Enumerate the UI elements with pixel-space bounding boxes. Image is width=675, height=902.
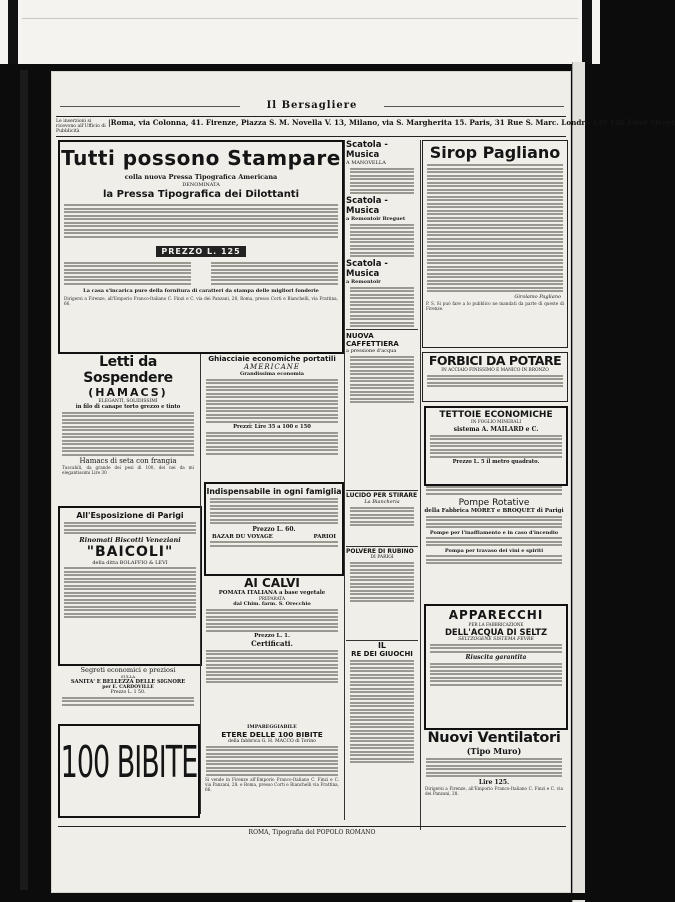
ad-etere-pre: IMPAREGGIABILE	[247, 724, 297, 730]
ad-ghiacciaie	[202, 354, 342, 478]
page-edge-left	[20, 70, 28, 890]
ad-pompe	[422, 498, 566, 602]
ad-ventilatori-footer: Dirigersi a Firenze, all'Emporio Franco-Italiano C. Finzi e C. via dei Panzani, 28.	[425, 785, 563, 796]
ad-sirop	[422, 140, 568, 348]
ad-tettoie-sistema: sistema A. MAILARD e C.	[453, 426, 539, 433]
ad-calvi-price: Prezzo L. 1.	[254, 633, 290, 639]
ad-indispensabile-bazar: BAZAR DU VOYAGE	[212, 533, 273, 540]
ad-stampare-title: Tutti possono Stampare	[61, 146, 341, 170]
ad-apparecchi-title: APPARECCHI	[448, 608, 544, 622]
ad-apparecchi-sub: PER LA FABBRICAZIONE	[468, 622, 524, 627]
ad-calvi-sub2: PREPARATA	[258, 596, 286, 601]
ad-scatola-sub3: a Remontoir	[346, 279, 381, 285]
ad-segreti-sub2: SANITA' E BELLEZZA DELLE SIGNORE	[70, 679, 186, 685]
ad-hamacs-line: in filo di canape torto grezzo e tinto	[75, 404, 181, 410]
ad-sirop-footer: P. S. Si può fare a lo pubblico ne mandati da parte di queste di Firenze.	[426, 300, 564, 311]
ad-stampare-body-text	[60, 204, 342, 238]
column-rule-2	[344, 140, 345, 820]
ad-bibite-left	[58, 724, 200, 818]
ad-sirop-body-text	[423, 164, 567, 292]
ad-parigi	[58, 506, 202, 666]
ad-etere-title: ETERE DELLE 100 BIBITE	[221, 730, 323, 739]
scanner-top-margin	[0, 0, 600, 64]
film-strip-left	[8, 0, 18, 64]
ad-ventilatori-title: Nuovi Ventilatori	[427, 730, 561, 746]
ad-hamacs-footer2: Tuscabili, da grande dei pesi di 100, dei nei da mi elegantissimi Lire 30	[62, 465, 194, 476]
ad-hamacs-sub: (HAMACS)	[88, 386, 168, 399]
ad-stampare-line3: la Pressa Tipografica dei Dilottanti	[102, 189, 300, 200]
ad-stampare-price: PREZZO L. 125	[156, 246, 245, 257]
ad-ghiacciaie-title: Ghiacciaie economiche portatili	[208, 354, 336, 363]
ad-calvi-sub: POMATA ITALIANA a base vegetale	[218, 590, 326, 596]
masthead-title: Il Bersagliere	[266, 100, 358, 111]
ad-apparecchi-footer: Riuscita garantita	[465, 654, 527, 661]
ad-scatola-sub2: a Remontoir Breguet	[346, 216, 406, 222]
ad-forbici-sub: IN ACCIAIO FINISSIMO E MANICO IN BRONZO	[441, 368, 549, 373]
ad-pompe-sub2: Pompe per l'inaffiamento e in caso d'incendio	[429, 529, 559, 536]
ad-hamacs-footer: Hamacs di seta con frangia	[79, 457, 177, 465]
scanner-bottom-margin	[0, 893, 600, 900]
film-strip-right	[582, 0, 592, 64]
ad-apparecchi	[424, 604, 568, 730]
ad-indispensabile-title: Indispensabile in ogni famiglia	[206, 487, 342, 496]
ad-re-title2: RE DEI GIUOCHI	[351, 650, 413, 658]
ad-hamacs	[58, 354, 198, 502]
ad-calvi-sub3: dal Chim. farm. S. Orecchio	[233, 601, 311, 607]
imprint-text: ROMA, Tipografia del POPOLO ROMANO	[248, 829, 376, 836]
ad-scatola-title4: NUOVA CAFFETTIERA	[346, 329, 418, 348]
ad-tettoie-after-text	[422, 484, 566, 496]
ad-calvi-title: AI CALVI	[244, 576, 300, 590]
ad-parigi-brand: "BAICOLI"	[86, 543, 174, 560]
ad-tettoie-price: Prezzo L. 5 il metro quadrato.	[452, 459, 540, 465]
imprint	[58, 826, 566, 836]
ad-lucido-title: LUCIDO PER STIRARE	[346, 492, 418, 499]
ad-hamacs-sub2: ELEGANTI, SOLIDISSIMI	[98, 399, 158, 404]
ad-sirop-title: Sirop Pagliano	[429, 143, 561, 162]
ad-etere-footer: Si vende in Firenze all'Emporio Franco-Italiano C. Finzi e C. via Panzani, 28. e Roma, presso Corti e Bianchelli via Frattina, 66.	[205, 777, 339, 793]
ad-scatola-title2: Scatola - Musica	[346, 196, 388, 216]
ad-stampare	[58, 140, 344, 354]
address-bar-main: |Roma, via Colonna, 41. Firenze, Piazza S. M. Novella V. 13, Milano, via S. Margherita 15. Paris, 31 Rue S. Marc. Londra 139 140 Fleet Street	[108, 118, 675, 127]
ad-pompe-sub: della Fabbrica MORET e BROQUET di Parigi	[424, 508, 564, 514]
ad-segreti-sub3: per E. CARDOVILLE	[102, 685, 154, 690]
ad-stampare-footer1: La casa s'incarica pure della fornitura di caratteri da stampa delle migliori fonderie	[83, 288, 319, 294]
ad-apparecchi-sub2: SELTZOGENE SISTEMA FEVRE	[458, 637, 534, 642]
ad-bibite-left-title: 100 BIBITE	[60, 738, 198, 789]
ad-indispensabile-price: Prezzo L. 60.	[252, 525, 296, 533]
ad-hamacs-title: Letti da Sospendere	[83, 354, 173, 386]
ad-parigi-sub: Rinomati Biscotti Veneziani	[79, 535, 181, 544]
ad-forbici-title: FORBICI DA POTARE	[428, 353, 562, 368]
ad-segreti-sub: SULLA	[120, 674, 136, 679]
ad-indispensabile	[204, 482, 344, 576]
ad-polvere	[346, 546, 418, 636]
ad-segreti	[58, 666, 198, 720]
ad-segreti-price: Prezzo L. 1 50.	[110, 690, 146, 695]
ad-scatola-sub1: A MANOVELLA	[346, 160, 386, 166]
column-rule-3	[420, 140, 421, 830]
ad-apparecchi-title2: DELL'ACQUA DI SELTZ	[444, 627, 548, 637]
ad-lucido-sub: La Biancheria	[364, 499, 400, 505]
ad-stampare-list-text-right	[207, 260, 342, 286]
ad-lucido	[346, 490, 418, 542]
ad-scatola-title3: Scatola - Musica	[346, 259, 388, 279]
ad-ventilatori-price: Lire 125.	[478, 778, 510, 786]
ad-ventilatori	[422, 730, 566, 834]
ad-pompe-title: Pompe Rotative	[458, 498, 530, 508]
ad-forbici	[422, 352, 568, 402]
ad-segreti-title: Segreti economici e preziosi	[80, 666, 176, 674]
ad-ghiacciaie-sub2: Grandissima economia	[240, 371, 304, 377]
page-edge-right	[572, 62, 585, 902]
ad-tettoie-title: TETTOIE ECONOMICHE	[439, 410, 553, 420]
ad-ghiacciaie-price: Prezzi: Lire 35 a 100 e 150	[233, 424, 311, 430]
ad-scatola-sub4: a pressione d'acqua	[346, 348, 397, 354]
ad-calvi-cert: Certificati.	[251, 639, 293, 648]
ad-indispensabile-bazar2: PARIOI	[313, 533, 336, 540]
ad-tettoie-sub: IN FOGLIO MINERALI	[470, 420, 522, 425]
ad-ghiacciaie-sub: AMERICANE	[243, 363, 300, 371]
ad-ventilatori-sub: (Tipo Muro)	[466, 746, 522, 756]
ad-tettoie	[424, 406, 568, 486]
ad-parigi-title: All'Esposizione di Parigi	[76, 511, 184, 520]
ad-parigi-maker: della ditta BOLAFFIO & LEVI	[92, 559, 168, 566]
address-bar	[56, 116, 675, 137]
ad-polvere-title: POLVERE DI RUBINO	[346, 546, 418, 555]
ad-stampare-list-text	[60, 260, 195, 286]
ad-stampare-line1: colla nuova Pressa Tipografica Americana	[124, 173, 278, 181]
ad-sirop-signature: Girolamo Pagliano	[514, 293, 561, 300]
ad-polvere-sub: DI PARIGI	[370, 555, 394, 560]
ad-stampare-footer2: Dirigersi a Firenze, all'Emporio Franco-Italiano C. Finzi e C. via dei Panzani, 28, Roma, presso Corti e Bianchelli, via Frattina, 66.	[64, 296, 338, 307]
masthead	[60, 100, 564, 111]
ad-pompe-sub3: Pompa per travaso dei vini e spiriti	[444, 547, 544, 554]
ad-etere	[202, 724, 342, 820]
ad-etere-sub: della fabbrica G. H. MACCO di Torino	[228, 739, 316, 744]
ad-calvi	[202, 576, 342, 720]
ad-scatola-title1: Scatola - Musica	[346, 140, 388, 160]
address-bar-small: Le inserzioni si ricevono all'Ufficio di Pubblicità	[56, 119, 106, 134]
column-rule-1	[200, 354, 201, 814]
ad-stampare-line2: DENOMINATA	[182, 182, 220, 188]
scanner-rail	[22, 18, 578, 19]
ad-scatola	[346, 140, 418, 490]
ad-re	[346, 640, 418, 810]
ad-re-title: IL	[346, 640, 418, 650]
